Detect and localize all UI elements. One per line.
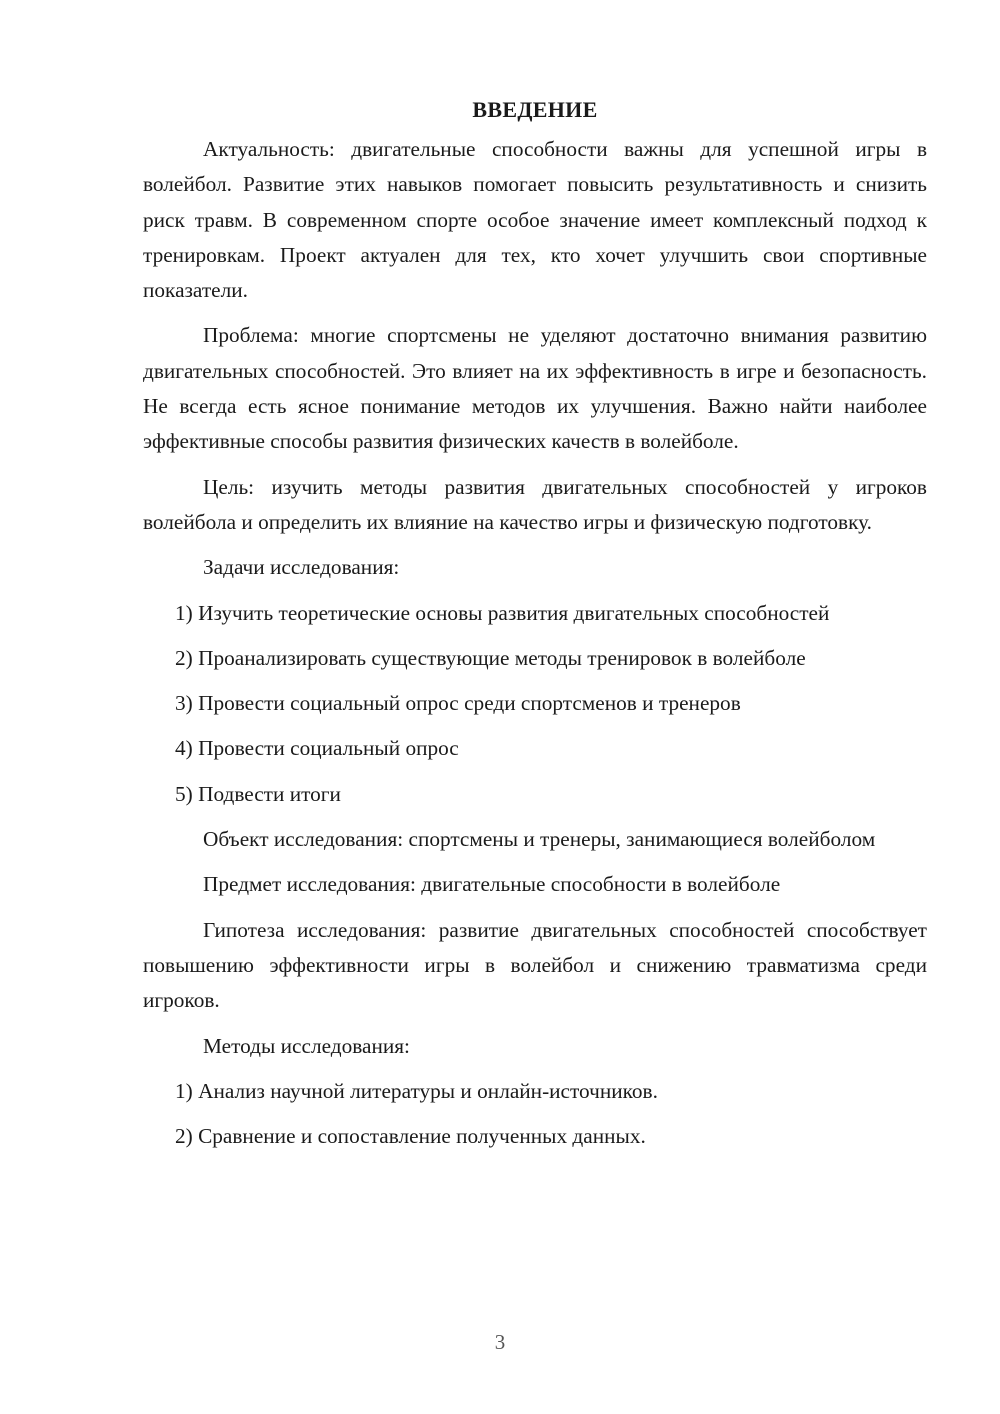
hypothesis-paragraph: Гипотеза исследования: развитие двигательных способностей способствует повышению эффективности игры в волейбол и снижению травматизма среди игроков. <box>143 917 927 1013</box>
page-number: 3 <box>494 1330 506 1354</box>
task-item-1: 1) Изучить теоретические основы развития двигательных способностей <box>175 600 830 625</box>
object-paragraph: Объект исследования: спортсмены и тренеры, занимающиеся волейболом <box>203 827 876 852</box>
methods-heading: Методы исследования: <box>203 1033 410 1058</box>
task-item-5: 5) Подвести итоги <box>175 781 341 806</box>
subject-paragraph: Предмет исследования: двигательные способности в волейболе <box>203 872 781 897</box>
method-item-2: 2) Сравнение и сопоставление полученных данных. <box>175 1124 646 1149</box>
method-item-1: 1) Анализ научной литературы и онлайн-источников. <box>175 1078 658 1103</box>
document-title: ВВЕДЕНИЕ <box>472 97 598 122</box>
task-item-3: 3) Провести социальный опрос среди спортсменов и тренеров <box>175 691 741 716</box>
task-item-2: 2) Проанализировать существующие методы тренировок в волейболе <box>175 645 806 670</box>
tasks-heading: Задачи исследования: <box>203 555 400 580</box>
task-item-4: 4) Провести социальный опрос <box>175 736 459 761</box>
problem-paragraph: Проблема: многие спортсмены не уделяют достаточно внимания развитию двигательных способностей. Это влияет на их эффективность в игре и безопасность. Не всегда есть ясное понимание методов их улучшения. Важно найти наиболее эффективные способы развития физических качеств в волейболе. <box>143 323 927 454</box>
goal-paragraph: Цель: изучить методы развития двигательных способностей у игроков волейбола и определить их влияние на качество игры и физическую подготовку. <box>143 474 927 534</box>
relevance-paragraph: Актуальность: двигательные способности важны для успешной игры в волейбол. Развитие этих навыков помогает повысить результативность и снизить риск травм. В современном спорте особое значение имеет комплексный подход к тренировкам. Проект актуален для тех, кто хочет улучшить свои спортивные показатели. <box>143 137 927 303</box>
document-page <box>143 92 927 1164</box>
